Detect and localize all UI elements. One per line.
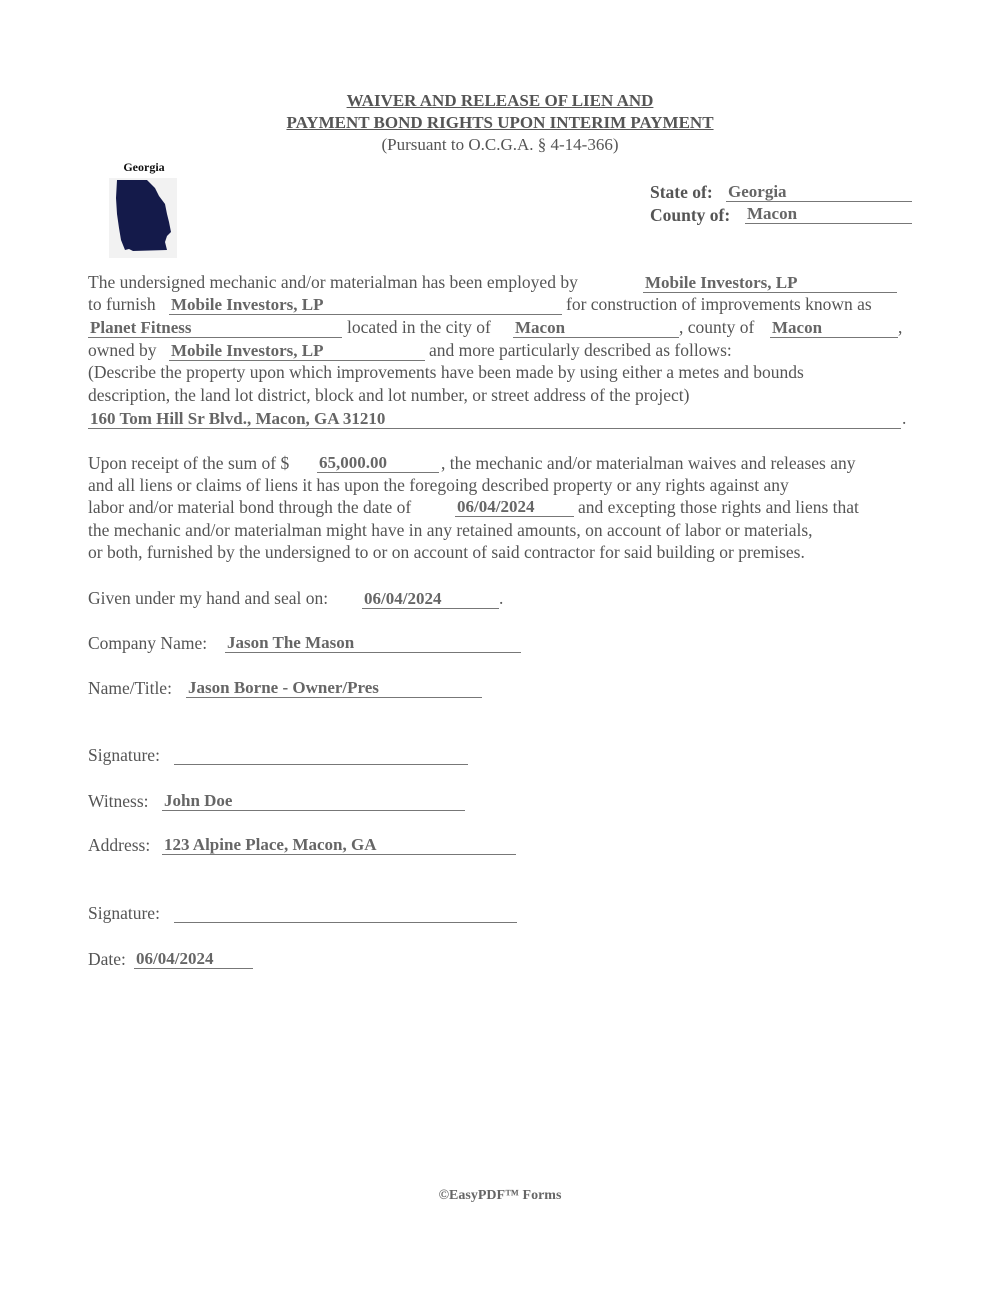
signature2-field[interactable] [174, 903, 517, 923]
witness-address-field[interactable]: 123 Alpine Place, Macon, GA [162, 835, 516, 855]
given-period: . [499, 588, 504, 608]
p2-text-1: Upon receipt of the sum of $ [88, 453, 290, 473]
name-title-field[interactable]: Jason Borne - Owner/Pres [186, 678, 482, 698]
p1-text-4: located in the city of [347, 317, 491, 337]
county-of-field[interactable]: Macon [770, 318, 898, 338]
p1-text-1: The undersigned mechanic and/or materialman has been employed by [88, 272, 578, 292]
title-line-1: WAIVER AND RELEASE OF LIEN AND [346, 91, 654, 110]
amount-field[interactable]: 65,000.00 [317, 453, 439, 473]
signature2-label: Signature: [88, 903, 160, 923]
state-field[interactable]: Georgia [726, 182, 912, 202]
p1-period: . [902, 408, 907, 428]
witness-label: Witness: [88, 791, 149, 811]
signature-field[interactable] [174, 745, 468, 765]
title-line-2: PAYMENT BOND RIGHTS UPON INTERIM PAYMENT [286, 113, 714, 132]
georgia-map-icon [109, 178, 177, 258]
county-field[interactable]: Macon [745, 204, 912, 224]
p1-text-7: and more particularly described as follows: [429, 340, 732, 360]
given-date-field[interactable]: 06/04/2024 [362, 589, 499, 609]
p2-text-5: and excepting those rights and liens that [578, 497, 859, 517]
county-label: County of: [650, 205, 731, 225]
through-date-field[interactable]: 06/04/2024 [455, 497, 574, 517]
given-label: Given under my hand and seal on: [88, 588, 329, 608]
p2-text-4: labor and/or material bond through the date of [88, 497, 412, 517]
city-field[interactable]: Macon [513, 318, 679, 338]
p2-text-7: or both, furnished by the undersigned to or on account of said contractor for said building or premises. [88, 542, 805, 562]
date-label: Date: [88, 949, 126, 969]
p2-text-3: and all liens or claims of liens it has upon the foregoing described property or any rights against any [88, 475, 789, 495]
improvements-field[interactable]: Planet Fitness [88, 318, 342, 338]
subtitle: (Pursuant to O.C.G.A. § 4-14-366) [381, 135, 619, 154]
state-map-label: Georgia [123, 160, 165, 174]
p1-text-6: owned by [88, 340, 157, 360]
address-label: Address: [88, 835, 151, 855]
company-label: Company Name: [88, 633, 208, 653]
furnish-field[interactable]: Mobile Investors, LP [169, 295, 562, 315]
witness-field[interactable]: John Doe [162, 791, 465, 811]
state-label: State of: [650, 182, 713, 202]
company-field[interactable]: Jason The Mason [225, 633, 521, 653]
p1-text-8: (Describe the property upon which improvements have been made by using either a metes and bounds [88, 362, 804, 382]
p1-text-3: for construction of improvements known as [566, 294, 872, 314]
p1-text-9: description, the land lot district, block and lot number, or street address of the project) [88, 385, 690, 405]
owner-field[interactable]: Mobile Investors, LP [169, 341, 425, 361]
p1-text-2: to furnish [88, 294, 156, 314]
p1-text-5: , county of [679, 317, 755, 337]
footer-brand: ©EasyPDF™ Forms [438, 1188, 562, 1203]
name-title-label: Name/Title: [88, 678, 172, 698]
p2-text-2: , the mechanic and/or materialman waives and releases any [441, 453, 856, 473]
p2-text-6: the mechanic and/or materialman might have in any retained amounts, on account of labor or materials, [88, 520, 813, 540]
employer-field[interactable]: Mobile Investors, LP [643, 273, 897, 293]
property-address-field[interactable]: 160 Tom Hill Sr Blvd., Macon, GA 31210 [88, 409, 901, 429]
date-field[interactable]: 06/04/2024 [134, 949, 253, 969]
p1-comma: , [898, 317, 903, 337]
signature-label: Signature: [88, 745, 160, 765]
